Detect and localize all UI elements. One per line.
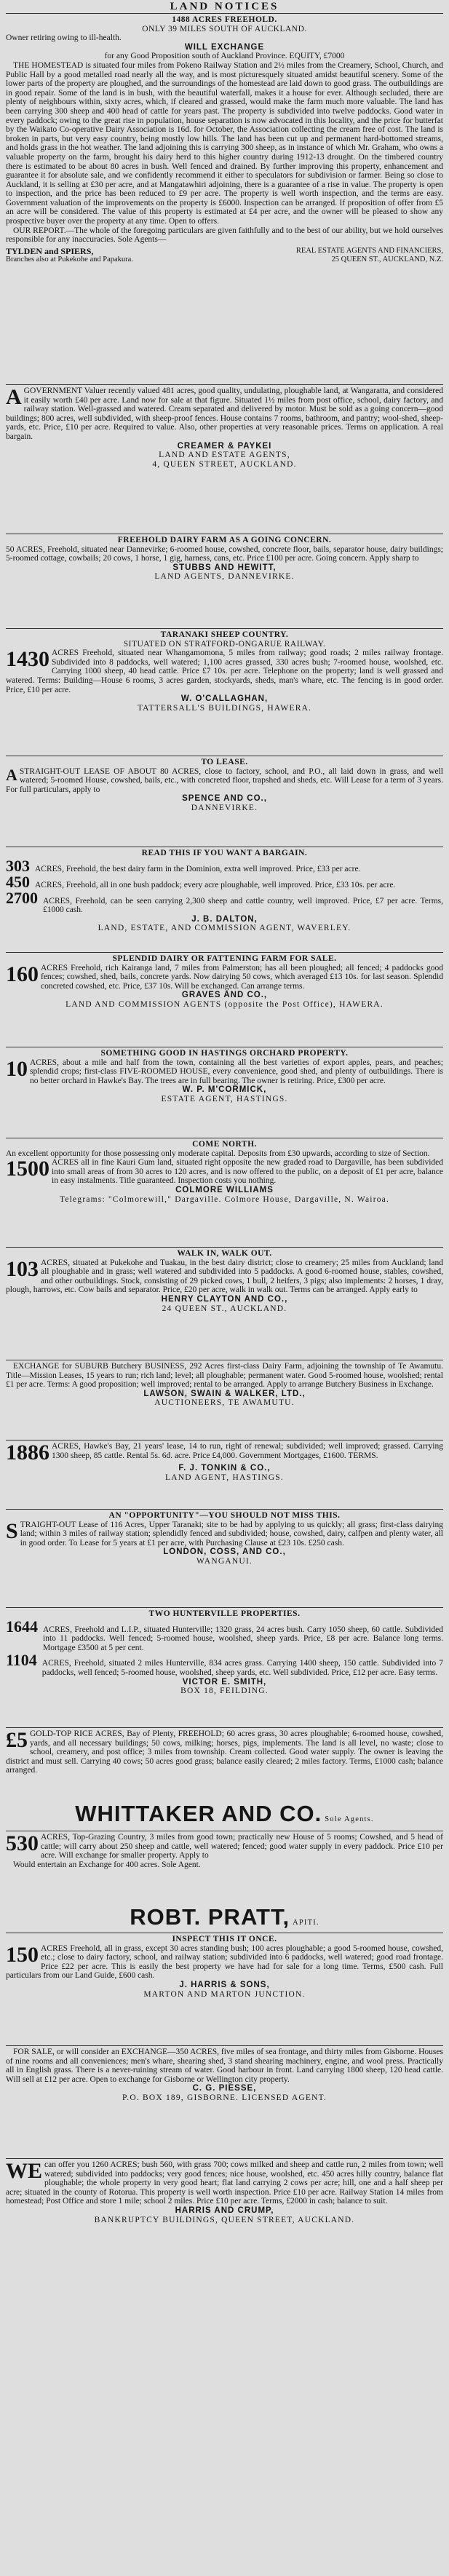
ad-heading: SPLENDID DAIRY OR FATTENING FARM FOR SALE. [112,954,337,963]
ad-heading: COME NORTH. [192,1140,257,1149]
ad-line-1 [6,858,443,874]
ad-line-size: 1644 [6,1617,38,1636]
ad-lead: 1430 [6,647,49,672]
page-title: LAND NOTICES [6,0,443,14]
ad-line-size: 1104 [6,1651,37,1670]
ad-body: ACRES, situated at Pukekohe and Tuakau, in the best dairy district; close to creamery; 25 miles from Auckland; land all ploughable and in grass; well watered and subdivided into 5 paddocks. A good 6-roomed house, stables, cowshed, and other outbuildings. Stock, consisting of 29 picked cows, 1 bull, 2 heifers, 3 pigs; also implements: 2 horses, 1 dray, plough, harrows, etc. Cow bails and separator. Price, £20 per acre, walk in walk out. Terms can be arranged. Apply early to [6,1258,443,1295]
ad-line-2 [6,1652,443,1677]
ad-body: FOR SALE, or will consider an EXCHANGE—350 ACRES, five miles of sea frontage, and thirty miles from Gisborne. Houses of nine rooms and all conveniences; men's whare, shearing shed, 3 stand shearing machinery, engine, and wool press. Practically all in English grass. There is a never-ruining stream of water. Good harbour in front. Land carrying 1800 sheep, 120 head cattle. Will sell at £12 per acre. Open to exchange for Gisborne or Wellington city property. [6,2048,443,2084]
advert-stubbs-hewitt [6,534,443,629]
ad-body: ACRES, about a mile and half from the town, containing all the best varieties of export apples, pears, and peaches; splendid crops; first-class FIVE-ROOMED HOUSE, every convenience, good shed, and plenty of outbuildings. There is no better orchard in Hawke's Bay. The trees are in full bearing. The owner is retiring. Price, £300 per acre. [30,1058,443,1085]
ad-line-2 [6,874,443,890]
ad-agent: HARRIS AND CRUMP, [175,2206,274,2215]
ad-heading: TWO HUNTERVILLE PROPERTIES. [148,1609,301,1618]
ad-body: An excellent opportunity for those possessing only moderate capital. Deposits from £30 upwards, according to size of Section. [6,1149,430,1158]
ad-body: 50 ACRES, Freehold, situated near Dannevirke; 6-roomed house, cowshed, concrete floor, bails, separator house, dairy buildings; 5-roomed cottage, cowbails; 20 cows, 1 horse, 1 gig, harness, cans, etc. Price £100 per acre. Going concern. Apply sharp to [6,544,443,563]
advert-530-acres [6,1831,443,1903]
ad-agent: GRAVES AND CO., [181,991,268,1000]
advert-victor-smith [6,1608,443,1728]
ad-agent-sub: MARTON AND MARTON JUNCTION. [143,1989,306,1999]
ad-agent-sub: LAND AGENTS, DANNEVIRKE. [154,572,295,582]
advert-creamer-paykei [6,385,443,534]
ad-line-size: 2700 [6,888,38,907]
ad-footer-right: REAL ESTATE AGENTS AND FINANCIERS, [295,246,443,255]
ad-intro: Owner retiring owing to ill-health. [6,33,122,43]
ad-agent-sub: APITI. [293,1919,319,1927]
ad-line-text: ACRES, Freehold, all in one bush paddock; every acre ploughable, well improved. Price, £33 10s. per acre. [35,880,396,889]
ad-lead: 160 [6,962,39,986]
ad-lead: A [6,385,22,409]
ad-agent-sub: LAND AND COMMISSION AGENTS (opposite the Post Office), HAWERA. [65,999,384,1009]
advert-henry-clayton [6,1248,443,1360]
ad-lead: 1886 [6,1440,49,1465]
ad-agent: SPENCE AND CO., [182,794,267,804]
advert-spence [6,756,443,847]
ad-footer2-right: 25 QUEEN ST., AUCKLAND, N.Z. [331,255,443,263]
advert-whittaker [6,1800,443,1831]
ad-agent-sub: ESTATE AGENT, HASTINGS. [161,1094,288,1103]
ad-body: ACRES, Hawke's Bay, 21 years' lease, 14 to run, right of renewal; subdivided; well improved; grassed. Carrying 1300 sheep, 85 cattle. Rental 5s. 6d. acre. Price £4,000. Government Mortgages, £1600. TERMS. [52,1442,443,1460]
ad-agent: W. P. M'CORMICK, [182,1085,267,1095]
ad-headline: WILL EXCHANGE [184,42,265,52]
ad-subheading: SITUATED ON STRATFORD-ONGARUE RAILWAY. [123,639,326,649]
advert-mccormick [6,1047,443,1138]
advert-robt-pratt [6,1903,443,1933]
advert-gold-top [6,1728,443,1800]
ad-body: TRAIGHT-OUT Lease of 116 Acres, Upper Taranaki; site to be had by applying to us quickly; all grass; first-class dairying land; within 3 miles of railway station; splendidly fenced and subdivided; house, cowshed, dairy, calfpen and plenty water, all in good order. To Lease for 5 years at £1 per acre, with Purchasing Clause at £23 10s. £250 cash. [20,1520,443,1547]
advert-harris-crump [6,2159,443,2278]
ad-heading: FREEHOLD DAIRY FARM AS A GOING CONCERN. [117,536,332,544]
ad-agent: VICTOR E. SMITH, [182,1677,267,1687]
ad-agent-sub: WANGANUI. [196,1556,253,1566]
ad-footer-left: TYLDEN and SPIERS, [6,245,94,256]
ad-body: ACRES, Top-Grazing Country, 3 miles from good town; practically new House of 5 rooms; Cowshed, and 5 head of cattle; will carry about 250 sheep and cattle, well watered; fenced; good water supply in every paddock. Price £10 per acre. Will exchange for smaller property. Apply to [41,1833,443,1860]
ad-agent: HENRY CLAYTON AND CO., [161,1294,288,1304]
ad-body: EXCHANGE for SUBURB Butchery BUSINESS, 292 Acres first-class Dairy Farm, adjoining the township of Te Awamutu. Title—Mission Leases, 15 years to run; rich land; level; all ploughable; permanent water. Good 5-roomed house, woolshed; rental £1 per acre. Terms: A good proposition; well improved; rental to be arranged. Apply to arrange Butchery Business in Exchange. [6,1362,443,1390]
advert-london-coss [6,1510,443,1608]
ad-heading: TARANAKI SHEEP COUNTRY. [160,630,289,639]
ad-line-text: ACRES, Freehold, can be seen carrying 2,300 sheep and cattle country, well improved. Price, £7 per acre. Terms, £1000 cash. [43,896,443,915]
ad-heading: READ THIS IF YOU WANT A BARGAIN. [141,849,308,857]
ad-agent: C. G. PIESSE, [192,2084,257,2093]
ad-lead: S [6,1518,18,1543]
advert-tonkin [6,1440,443,1510]
advert-lawson-swain [6,1360,443,1440]
ad-agent-row [6,1905,443,1930]
ad-agent: J. B. DALTON, [191,914,258,924]
ad-lead: 10 [6,1056,28,1081]
ad-lead: £5 [6,1728,28,1752]
ad-body: STRAIGHT-OUT LEASE OF ABOUT 80 ACRES, close to factory, school, and P.O., all laid down in grass, and well watered; 5-roomed House, cowshed, bails, etc., with concreted floor, trapshed and sheds, etc. Will Lease for a term of 3 years. For full particulars, apply to [6,766,443,794]
ad-lead: A [6,765,17,784]
ad-line: for any Good Proposition south of Auckland Province. EQUITY, £7000 [104,52,345,61]
ad-agent: CREAMER & PAYKEI [177,441,272,451]
advert-colmore-williams [6,1138,443,1248]
ad-agent-sub: BOX 18, FEILDING. [180,1687,269,1696]
ad-agent: W. O'CALLAGHAN, [180,694,269,704]
ad-line-1 [6,1619,443,1653]
ad-body: THE HOMESTEAD is situated four miles from Pokeno Railway Station and 2½ miles from the Creamery, School, Church, and Public Hall by a good metalled road nearly all the way, and is most picturesquely situated amidst beautiful scenery. Some of the lower parts of the property are ploughed, and the surroundings of the homestead are laid down to good grass. The outbuildings are in good repair. Some of the land is in bush, with the beautiful waterfall, makes it a house for ever. Although secluded, there are plenty of neighbours within, sixty acres, which, if cleared and grassed, would make the farm much more valuable. The land has been carrying 300 sheep and 400 head of cattle for years past. The property is subdivided into twelve paddocks. Good water in every paddock; owing to the great rise in population, house separation is now advocated in this locality, and the price for butterfat by the Waikato Co-operative Dairy Association is 16d. for October, the Association collecting the cream free of cost. The land is broken in parts, but very easy country, being mostly low hills. The land has been cut up and permanent hard-bottomed streams, and holds grass in the hot weather. The land adjoining this is carrying 300 sheep, as in instance of which Mr. Graham, who owns a valuable property on the farm, brought his dairy herd to this higher country during 1912-13 drought. On the timbered country there is estimated to be about 80 acres in bush. Well fenced and drained. By further improving this property, enhancement and guarantee it for absolute sale, and we confidently recommend it either to speculators for subdivision or farmer. Being so close to Auckland, it is selling at £30 per acre, and at Mangatawhiri adjoining, there is a guarantee of a rise in value. The property is open to inspection, and the price has been reduced to £9 per acre. The property is well worth inspection, and the terms are easy. Government valuation of the improvements on the property is £6000. Inspection can be arranged. If proposition of offer from £5 an acre will be considered. The value of this property is estimated at £4 per acre, and the owner will be pleased to show any prospective buyer over the property at any time. Open to offers. [6,60,443,226]
ad-agent-sub-2: 4, QUEEN STREET, AUCKLAND. [152,459,297,469]
ad-heading: WALK IN, WALK OUT. [177,1249,272,1258]
advert-graves [6,953,443,1047]
ad-lead: 530 [6,1831,39,1855]
ad-agent: J. HARRIS & SONS, [179,1980,270,1989]
ad-lead: 1500 [6,1157,49,1181]
ad-footer2-left: Branches also at Pukekohe and Papakura. [6,255,133,263]
ad-agent: WHITTAKER AND CO. [75,1801,322,1826]
ad-agent-sub: AUCTIONEERS, TE AWAMUTU. [154,1398,295,1408]
ad-body: ACRES Freehold, all in grass, except 30 acres standing bush; 100 acres ploughable; a good 5-roomed house, cowshed, etc.; close to dairy factory, school, and railway station; subdivided into 6 paddocks, well watered; good road frontage. Price £22 per acre. This is easily the best property we have had for sale for a long time. Terms, £500 cash. Full particulars from our Land Guide, £600 cash. [6,1943,443,1981]
ad-heading: INSPECT THIS IT ONCE. [172,1935,277,1943]
ad-heading: AN "OPPORTUNITY"—YOU SHOULD NOT MISS THIS. [108,1511,341,1520]
ad-body-2: ACRES all in fine Kauri Gum land, situated right opposite the new graded road to Dargaville, has been subdivided into small areas of from 30 acres to 120 acres, and is now offered to the public, on a deposit of £1 per acre, balance in easy instalments. Title guaranteed. Inspection costs you nothing. [52,1158,443,1186]
ad-agent-sub: Telegrams: "Colmorewill," Dargaville. Colmore House, Dargaville, N. Wairoa. [59,1194,390,1204]
ad-agent: STUBBS AND HEWITT, [172,563,277,572]
ad-lead: WE [6,2159,43,2183]
ad-agent-sub: LAND AGENT, HASTINGS. [165,1473,284,1482]
ad-body-2: OUR REPORT.—The whole of the foregoing particulars are given faithfully and to the best of our ability, but we hold ourselves responsible for any inaccuracies. Sole Agents— [6,226,443,245]
ad-agent: LAWSON, SWAIN & WALKER, LTD., [143,1389,306,1398]
ad-body: can offer you 1260 ACRES; bush 560, with grass 700; cows milked and sheep and cattle run, 2 miles from town; well watered; subdivided into paddocks; very good fences; nice house, woolshed, etc. 450 acres hilly country, balance flat ploughable; the whole property in very good heart; flat land carrying 2 cows per acre; hill, one and a half sheep per acre; situated in the county of Rotorua. This property is well worth inspection. Price £10 per acre. Railway Station 14 miles from homestead; Post Office and store 1 mile; school 2 miles. Price £10 per acre. Terms, £2000 in cash; balance to suit. [6,2160,443,2206]
ad-heading: 1488 ACRES FREEHOLD. [172,15,277,24]
ad-agent-sub: P.O. BOX 189, GISBORNE. LICENSED AGENT. [122,2093,327,2102]
ad-body: ACRES Freehold, situated near Whangamomona, 5 miles from railway; good roads; 2 miles railway frontage. Subdivided into 8 paddocks, well watered; 1,100 acres grassed, 330 acres bush; 7-roomed house, woolshed, etc. Carrying 1000 sheep, 40 head cattle. Price £7 10s. per acre. Telephone on the property; land is well grassed and watered. Terms: Building—House 6 rooms, 3 acres garden, stockyards, sheds, man's whare, etc. The fencing is in good order. Price, £10 per acre. [6,649,443,694]
ad-agent: LONDON, COSS, AND CO., [163,1547,286,1557]
advert-dalton [6,847,443,953]
advert-1488-acres [6,14,443,385]
ad-line-3 [6,890,443,915]
ad-footer-2 [6,255,443,264]
ad-subheading: ONLY 39 MILES SOUTH OF AUCKLAND. [142,24,307,33]
advert-piesse [6,2046,443,2159]
ad-body-2: Would entertain an Exchange for 400 acres. Sole Agent. [13,1860,201,1869]
ad-body: ACRES Freehold, rich Kairanga land, 7 miles from Palmerston; has all been ploughed; all fenced; 4 paddocks good fences; cowshed, shed, bails, concrete yards. Now dairying 50 cows, which averaged £13 10s. for last season. Splendid concreted cowshed, etc. Price, £37 10s. Will be exchanged. Can arrange terms. [41,963,443,991]
ad-agent-sub: LAND AND ESTATE AGENTS, [159,451,290,460]
ad-agent-row [6,1802,443,1826]
ad-heading: SOMETHING GOOD IN HASTINGS ORCHARD PROPERTY. [100,1049,349,1058]
ad-line-text: ACRES, Freehold, situated 2 miles Hunterville, 834 acres grass. Carrying 1400 sheep, 150 cattle. Subdivided into 7 paddocks, well fenced; 5-roomed house, woolshed, sheep yards, etc. Well subdivided. Price, £12 per acre. Easy terms. [41,1659,443,1677]
ad-agent-sub: DANNEVIRKE. [191,803,258,812]
ad-line-size: 303 [6,856,30,875]
ad-agent: COLMORE WILLIAMS [175,1185,274,1194]
ad-lead: 150 [6,1942,39,1967]
ad-agent: F. J. TONKIN & CO., [178,1464,271,1473]
ad-line-text: ACRES, Freehold, the best dairy farm in the Dominion, extra well improved. Price, £33 per acre. [35,864,361,873]
ad-agent-sub: Sole Agents. [325,1815,374,1823]
ad-agent-sub: LAND, ESTATE, AND COMMISSION AGENT, WAVERLEY. [98,924,351,933]
ad-agent-sub: 24 QUEEN ST., AUCKLAND. [162,1304,287,1313]
ad-body: GOLD-TOP RICE ACRES, Bay of Plenty, FREEHOLD; 60 acres grass, 30 acres ploughable; 6-roomed house, cowshed, yards, and all necessary buildings; 50 cows, milking; horses, pigs, implements. The land is all level, no waste; close to school, creamery, and post office; 3 miles from township. Cream collected. Good water supply. The owner is leaving the district and must sell. Carrying 40 cows; 50 acres good grass; balance easily cleared; 2 miles factory. Terms, £1000 cash; balance arranged. [6,1729,443,1775]
ad-agent-sub: BANKRUPTCY BUILDINGS, QUEEN STREET, AUCKLAND. [94,2215,355,2224]
advert-harris-sons [6,1933,443,2046]
ad-agent: ROBT. PRATT, [130,1904,290,1930]
ad-lead: 103 [6,1256,39,1281]
ad-agent-sub: TATTERSALL'S BUILDINGS, HAWERA. [137,703,312,713]
ad-body: GOVERNMENT Valuer recently valued 481 acres, good quality, undulating, ploughable land, at Wangaratta, and considered it easily worth £40 per acre. Land now for sale at that figure. Situated 1½ miles from post office, school, dairy factory, and railway station. Well-grassed and watered. Cream separated and delivered by motor. Must be sold as a going concern—good buildings; 800 acres, well subdivided, with sheep-proof fences. House contains 7 rooms, bathroom, and pantry; wool-shed, sheep-yards, etc. Price, £10 per acre. Required to value. Also, other properties at very reasonable prices. Terms on application. A real bargain. [6,387,443,441]
ad-line-text: ACRES, Freehold and L.I.P., situated Hunterville; 1320 grass, 24 acres bush. Carry 1050 sheep, 60 cattle. Subdivided into 11 paddocks. Well fenced; 5-roomed house, woolshed, sheep yards. Price, £8 per acre. Balance long terms. Mortgage £3500 at 5 per cent. [43,1625,443,1652]
ad-line-size: 450 [6,872,30,891]
ad-footer [6,247,443,255]
ad-heading: TO LEASE. [201,758,248,766]
advert-ocallaghan [6,629,443,756]
